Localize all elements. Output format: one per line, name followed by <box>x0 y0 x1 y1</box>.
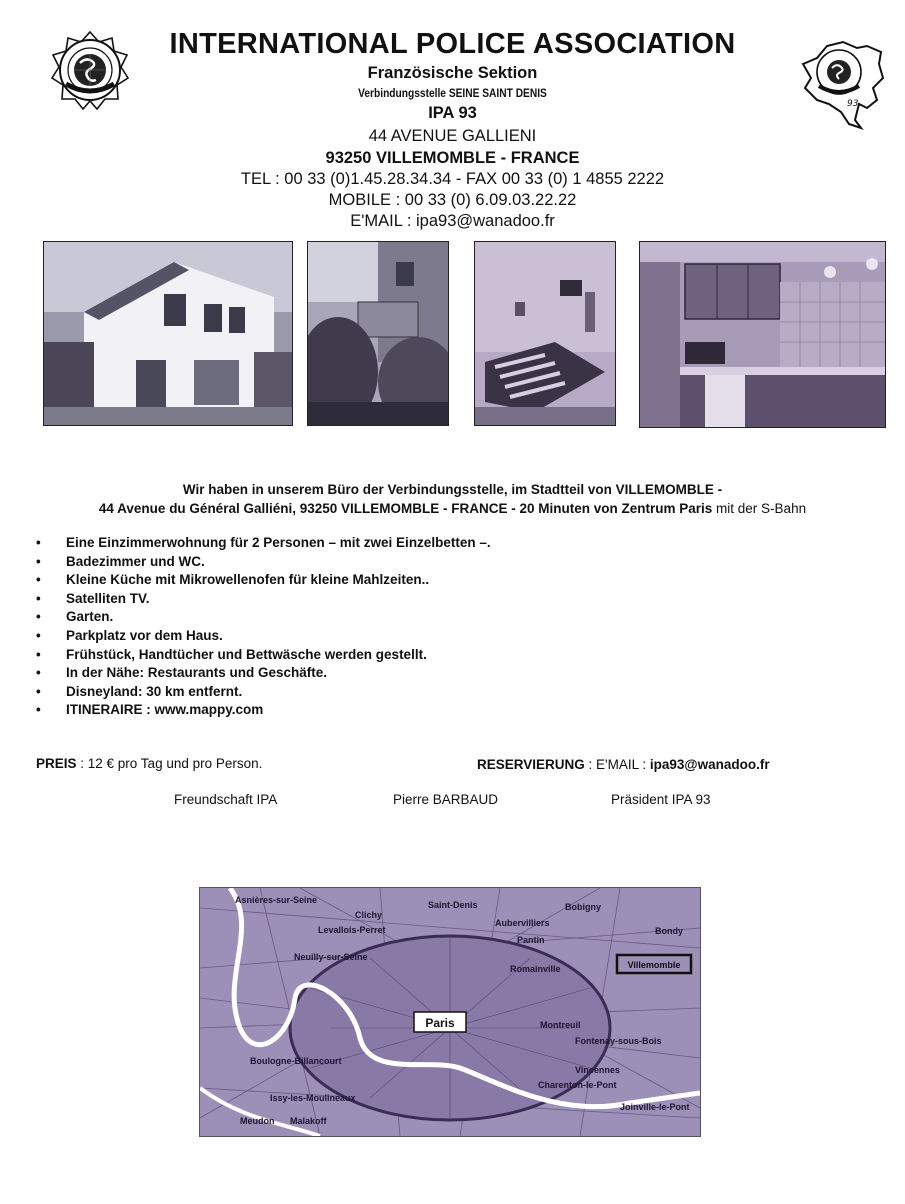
garden-entrance-photo <box>307 241 449 426</box>
map-label: Fontenay-sous-Bois <box>575 1036 662 1046</box>
telephone-fax-line: TEL : 00 33 (0)1.45.28.34.34 - FAX 00 33 (0) 1 4855 2222 <box>240 170 665 188</box>
bedroom-photo <box>474 241 616 426</box>
signature-name: Pierre BARBAUD <box>393 792 499 807</box>
svg-text:93: 93 <box>847 99 859 109</box>
map-label: Montreuil <box>540 1020 581 1030</box>
map-label: Asnières-sur-Seine <box>235 895 318 905</box>
map-label: Charenton-le-Pont <box>538 1080 617 1090</box>
intro-line-2 <box>0 501 905 516</box>
list-item: • Garten. <box>36 608 491 627</box>
map-paris-label: Paris <box>425 1016 455 1030</box>
list-item: • Eine Einzimmerwohnung für 2 Personen – mit zwei Einzelbetten –. <box>36 534 491 553</box>
map-label: Bobigny <box>565 902 601 912</box>
signature-title: Präsident IPA 93 <box>611 792 711 807</box>
list-item: • Disneyland: 30 km entfernt. <box>36 683 491 702</box>
email-line: E'MAIL : ipa93@wanadoo.fr <box>350 212 555 230</box>
map-label: Malakoff <box>290 1116 327 1126</box>
reservation-text: : E'MAIL : <box>584 757 650 772</box>
map-label: Pantin <box>517 935 545 945</box>
map-label: Clichy <box>355 910 383 920</box>
map-label: Aubervilliers <box>495 918 550 928</box>
features-list <box>36 534 491 720</box>
map-label: Joinville-le-Pont <box>620 1102 690 1112</box>
section-subtitle: Französische Sektion <box>367 64 538 82</box>
organization-title: INTERNATIONAL POLICE ASSOCIATION <box>169 28 736 60</box>
address-line-2: 93250 VILLEMOMBLE - FRANCE <box>325 149 580 167</box>
map-label: Boulogne-Billancourt <box>250 1056 342 1066</box>
list-item: • ITINERAIRE : www.mappy.com <box>36 701 491 720</box>
ipa-branch-label: IPA 93 <box>428 104 477 122</box>
list-item: • Frühstück, Handtücher und Bettwäsche werden gestellt. <box>36 646 491 665</box>
signature-greeting: Freundschaft IPA <box>174 792 278 807</box>
price-label: PREIS <box>36 756 77 771</box>
house-exterior-photo <box>43 241 293 426</box>
price-text: : 12 € pro Tag und pro Person. <box>76 756 263 771</box>
map-label: Levallois-Perret <box>318 925 386 935</box>
mobile-line: MOBILE : 00 33 (0) 6.09.03.22.22 <box>328 191 577 209</box>
list-item: • Satelliten TV. <box>36 590 491 609</box>
map-label: Neuilly-sur-Seine <box>294 952 368 962</box>
reservation-line <box>477 757 770 772</box>
address-line-1: 44 AVENUE GALLIENI <box>368 127 537 145</box>
intro-line-1: Wir haben in unserem Büro der Verbindungsstelle, im Stadtteil von VILLEMOMBLE - <box>182 482 723 497</box>
map-villemomble-label: Villemomble <box>627 960 681 970</box>
intro-address-bold: 44 Avenue du Général Galliéni, 93250 VILLEMOMBLE - FRANCE - 20 Minuten von Zentrum Paris <box>98 501 713 516</box>
reservation-label: RESERVIERUNG <box>477 757 585 772</box>
liaison-office-label: Verbindungsstelle SEINE SAINT DENIS <box>358 86 547 100</box>
list-item: • Kleine Küche mit Mikrowellenofen für kleine Mahlzeiten.. <box>36 571 491 590</box>
map-label: Romainville <box>510 964 561 974</box>
list-item: • Parkplatz vor dem Haus. <box>36 627 491 646</box>
reservation-email[interactable]: ipa93@wanadoo.fr <box>649 757 770 772</box>
paris-area-map <box>199 887 701 1137</box>
map-label: Vincennes <box>575 1065 620 1075</box>
map-label: Bondy <box>655 926 683 936</box>
map-label: Issy-les-Moulineaux <box>270 1093 356 1103</box>
price-line <box>36 756 262 771</box>
intro-transport: mit der S-Bahn <box>712 501 807 516</box>
map-label: Meudon <box>240 1116 275 1126</box>
kitchen-photo <box>639 241 886 428</box>
map-label: Saint-Denis <box>428 900 478 910</box>
list-item: • In der Nähe: Restaurants und Geschäfte. <box>36 664 491 683</box>
list-item: • Badezimmer und WC. <box>36 553 491 572</box>
